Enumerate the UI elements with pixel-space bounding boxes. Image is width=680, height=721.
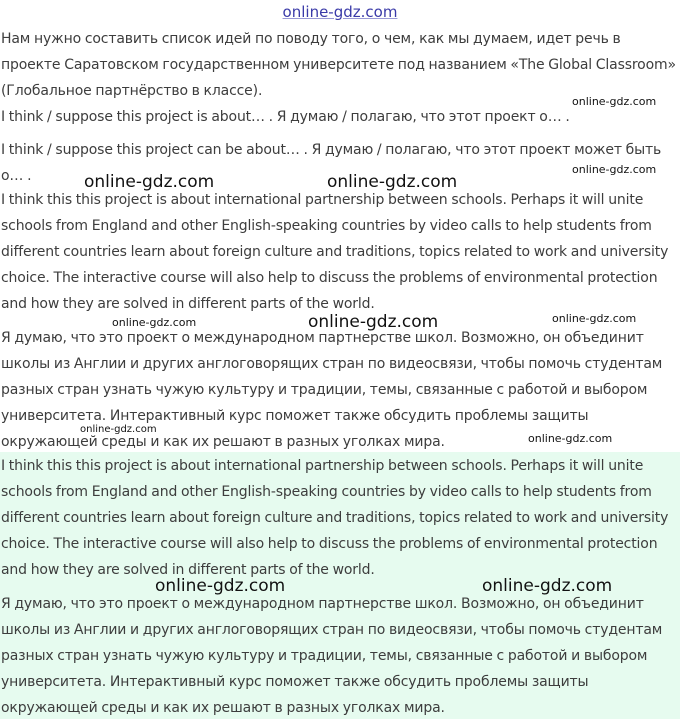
site-header-link[interactable]: online-gdz.com bbox=[282, 3, 398, 21]
watermark: online-gdz.com bbox=[552, 312, 637, 325]
watermark: online-gdz.com bbox=[572, 95, 657, 108]
highlighted-answer-russian: Я думаю, что это проект о международном партнерстве школ. Возможно, он объединит школы из Англии и других англоговорящих стран по видеосвязи, чтобы помочь студентам разных стран узнать чужую культуру и традиции, темы, связанные с работой и выбором университета. Интерактивный курс поможет также обсудить проблемы защиты окружающей среды и как их решают в разных уголках мира. bbox=[1, 596, 663, 716]
watermark: online-gdz.com bbox=[112, 316, 197, 329]
watermark: online-gdz.com bbox=[155, 576, 286, 596]
watermark: online-gdz.com bbox=[80, 424, 157, 435]
watermark: online-gdz.com bbox=[308, 312, 439, 332]
watermark: online-gdz.com bbox=[84, 172, 215, 192]
watermark: online-gdz.com bbox=[572, 163, 657, 176]
phrase-suppose-can-be-about: I think / suppose this project can be about… . Я думаю / полагаю, что этот проект может быть о… . bbox=[1, 142, 662, 184]
answer-russian: Я думаю, что это проект о международном партнерстве школ. Возможно, он объединит школы из Англии и других англоговорящих стран по видеосвязи, чтобы помочь студентам разных стран узнать чужую культуру и традиции, темы, связанные с работой и выбором университета. Интерактивный курс поможет также обсудить проблемы защиты окружающей среды и как их решают в разных уголках мира. bbox=[1, 330, 663, 450]
watermark: online-gdz.com bbox=[482, 576, 613, 596]
answer-english: I think this this project is about international partnership between schools. Perhaps it will unite schools from England and other English-speaking countries by video calls to help students from different countries learn about foreign culture and traditions, topics related to work and university choice. The interactive course will also help to discuss the problems of environmental protection and how they are solved in different parts of the world. bbox=[1, 192, 669, 312]
watermark: online-gdz.com bbox=[528, 432, 613, 445]
phrase-suppose-about: I think / suppose this project is about… . Я думаю / полагаю, что этот проект о… . bbox=[1, 109, 570, 125]
highlighted-answer-english: I think this this project is about international partnership between schools. Perhaps it will unite schools from England and other English-speaking countries by video calls to help students from different countries learn about foreign culture and traditions, topics related to work and university choice. The interactive course will also help to discuss the problems of environmental protection and how they are solved in different parts of the world. bbox=[1, 458, 669, 578]
intro-paragraph: Нам нужно составить список идей по поводу того, о чем, как мы думаем, идет речь в проекте Саратовском государственном университете под названием «The Global Classroom» (Глобальное партнёрство в классе). bbox=[1, 31, 676, 99]
watermark: online-gdz.com bbox=[327, 172, 458, 192]
